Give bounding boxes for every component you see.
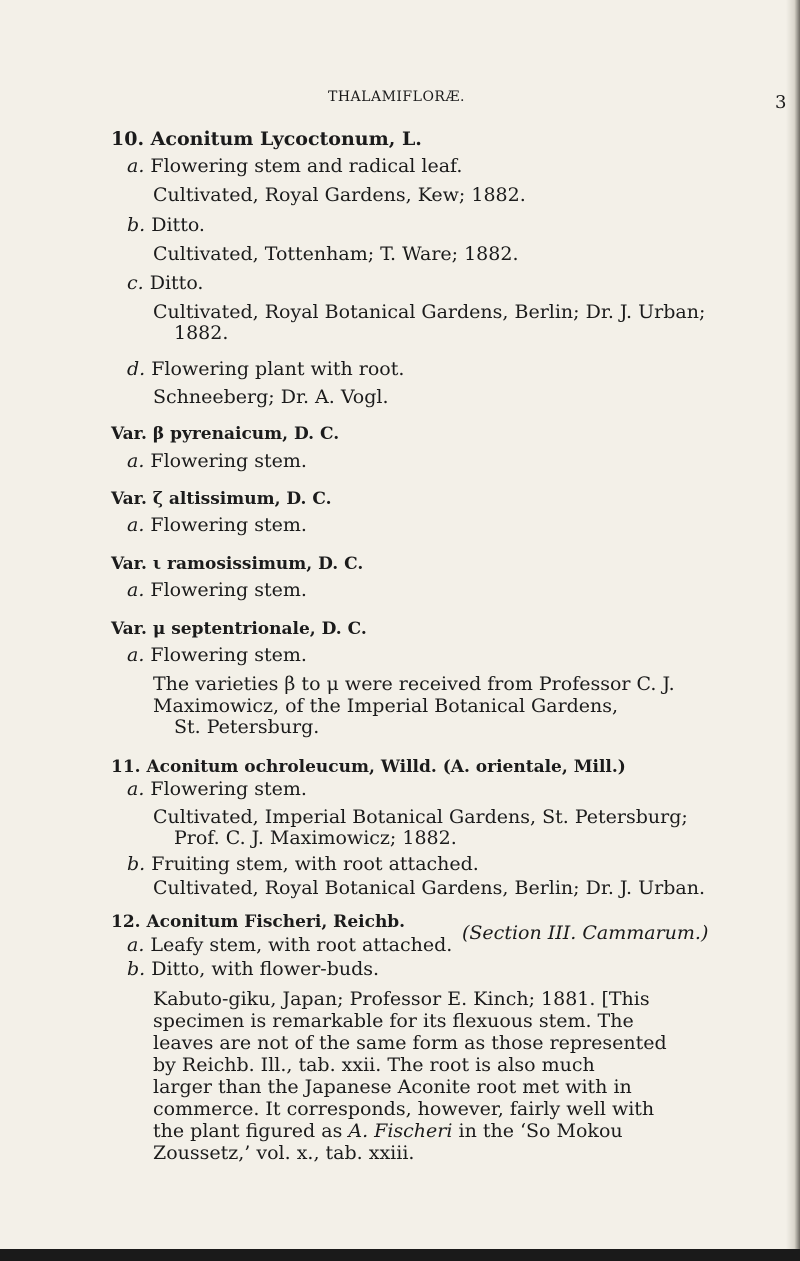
specimen-entry bbox=[127, 155, 462, 177]
variety-heading: Var. ι ramosissimum, D. C. bbox=[111, 554, 364, 574]
specimen-description: Flowering stem. bbox=[150, 579, 307, 601]
note-text: Kabuto-giku, Japan; Professor E. Kinch; 1881. [This bbox=[153, 988, 650, 1010]
specimen-description: Flowering stem. bbox=[150, 644, 307, 666]
specimen-letter: a. bbox=[127, 934, 145, 956]
species-name-italic: A. Fischeri bbox=[348, 1120, 453, 1142]
specimen-description: Flowering stem and radical leaf. bbox=[150, 155, 463, 177]
note-text: Maximowicz, of the Imperial Botanical Gardens, bbox=[153, 695, 619, 717]
specimen-description: Leafy stem, with root attached. bbox=[150, 934, 453, 956]
specimen-entry bbox=[127, 514, 307, 536]
specimen-letter: d. bbox=[127, 358, 146, 380]
specimen-letter: b. bbox=[127, 958, 146, 980]
note-text: St. Petersburg. bbox=[174, 716, 320, 738]
specimen-entry bbox=[127, 644, 307, 666]
specimen-description: Flowering plant with root. bbox=[151, 358, 405, 380]
specimen-entry bbox=[127, 853, 479, 875]
specimen-entry bbox=[127, 778, 307, 800]
specimen-entry bbox=[127, 358, 404, 380]
specimen-entry bbox=[127, 934, 452, 956]
specimen-letter: b. bbox=[127, 853, 146, 875]
scan-bottom-border bbox=[0, 1249, 800, 1261]
note-text: specimen is remarkable for its flexuous stem. The bbox=[153, 1010, 634, 1032]
specimen-source: Cultivated, Royal Botanical Gardens, Berlin; Dr. J. Urban. bbox=[153, 877, 706, 899]
section-note: (Section III. Cammarum.) bbox=[462, 922, 709, 944]
note-text: by Reichb. Ill., tab. xxii. The root is also much bbox=[153, 1054, 595, 1076]
specimen-description: Ditto. bbox=[151, 214, 205, 236]
specimen-source: Cultivated, Royal Botanical Gardens, Berlin; Dr. J. Urban; bbox=[153, 301, 706, 323]
specimen-description: Ditto. bbox=[149, 272, 204, 294]
note-text: Zoussetz,’ vol. x., tab. xxiii. bbox=[153, 1142, 415, 1164]
specimen-entry bbox=[127, 579, 307, 601]
specimen-description: Flowering stem. bbox=[150, 514, 307, 536]
running-title: THALAMIFLORÆ. bbox=[328, 89, 465, 105]
specimen-source: Cultivated, Imperial Botanical Gardens, St. Petersburg; bbox=[153, 806, 688, 828]
specimen-letter: a. bbox=[127, 155, 145, 177]
specimen-entry bbox=[127, 450, 307, 472]
specimen-letter: a. bbox=[127, 450, 145, 472]
species-heading: 11. Aconitum ochroleucum, Willd. (A. orientale, Mill.) bbox=[111, 757, 626, 777]
page-edge-shadow bbox=[786, 0, 800, 1261]
note-text-part: the plant figured as bbox=[153, 1120, 349, 1142]
specimen-source: Prof. C. J. Maximowicz; 1882. bbox=[174, 827, 457, 849]
note-text: commerce. It corresponds, however, fairly well with bbox=[153, 1098, 655, 1120]
specimen-source: Schneeberg; Dr. A. Vogl. bbox=[153, 386, 389, 408]
specimen-entry bbox=[127, 958, 379, 980]
specimen-description: Flowering stem. bbox=[150, 778, 307, 800]
page-number: 3 bbox=[775, 92, 787, 113]
specimen-letter: a. bbox=[127, 778, 145, 800]
specimen-description: Fruiting stem, with root attached. bbox=[151, 853, 479, 875]
variety-heading: Var. ζ altissimum, D. C. bbox=[111, 489, 332, 509]
species-heading: 10. Aconitum Lycoctonum, L. bbox=[111, 128, 422, 150]
note-text-part: in the ‘So Mokou bbox=[452, 1120, 623, 1142]
specimen-source: 1882. bbox=[174, 322, 229, 344]
specimen-letter: a. bbox=[127, 644, 145, 666]
note-text: The varieties β to μ were received from Professor C. J. bbox=[153, 673, 675, 695]
species-heading: 12. Aconitum Fischeri, Reichb. bbox=[111, 912, 406, 932]
note-text: leaves are not of the same form as those represented bbox=[153, 1032, 667, 1054]
specimen-entry bbox=[127, 214, 205, 236]
note-text: larger than the Japanese Aconite root met with in bbox=[153, 1076, 632, 1098]
specimen-description: Ditto, with flower-buds. bbox=[151, 958, 380, 980]
variety-heading: Var. β pyrenaicum, D. C. bbox=[111, 424, 340, 444]
note-text bbox=[153, 1120, 623, 1142]
specimen-letter: c. bbox=[127, 272, 144, 294]
specimen-letter: b. bbox=[127, 214, 146, 236]
specimen-letter: a. bbox=[127, 579, 145, 601]
specimen-letter: a. bbox=[127, 514, 145, 536]
specimen-entry bbox=[127, 272, 203, 294]
specimen-source: Cultivated, Tottenham; T. Ware; 1882. bbox=[153, 243, 519, 265]
specimen-description: Flowering stem. bbox=[150, 450, 307, 472]
specimen-source: Cultivated, Royal Gardens, Kew; 1882. bbox=[153, 184, 526, 206]
variety-heading: Var. μ septentrionale, D. C. bbox=[111, 619, 367, 639]
